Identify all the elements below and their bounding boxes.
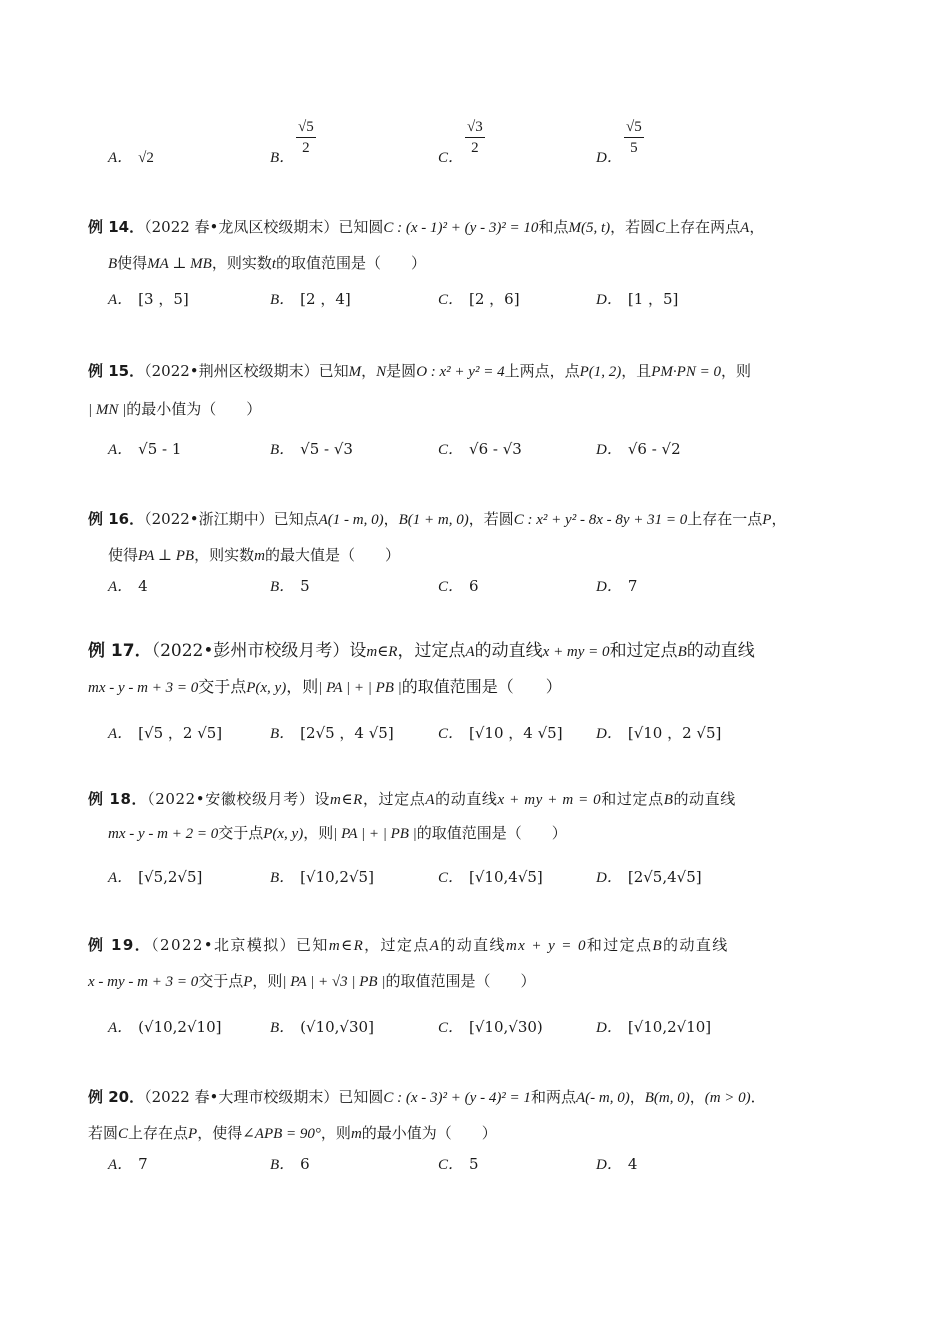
text: 上两点，点 (504, 362, 580, 380)
source: （2022 春•龙凤区校级期末）已知圆 (144, 218, 384, 236)
option-value: [√10 ，4 √5] (469, 724, 563, 742)
option-d[interactable] (596, 866, 702, 889)
option-label: B． (270, 1157, 295, 1173)
math: m (350, 1126, 362, 1142)
option-value: √6 - √3 (469, 440, 522, 458)
example-number: 例 18． (88, 790, 148, 808)
fraction-denominator: 5 (630, 140, 638, 156)
text: ，若圆 (610, 218, 656, 236)
option-value: 6 (300, 1155, 310, 1173)
option-a[interactable] (108, 288, 189, 311)
option-label: A． (108, 150, 133, 166)
q17-line1 (88, 640, 755, 663)
option-d[interactable] (596, 722, 721, 745)
option-value: [2 ，4] (300, 290, 351, 308)
text: 上存在两点 (665, 218, 741, 236)
math: A (429, 938, 441, 954)
fraction-numerator: √5 (624, 117, 644, 138)
q20-line2 (88, 1122, 497, 1145)
text: ，则 (320, 1124, 351, 1142)
text: 交于点 (218, 824, 264, 842)
text: ，若圆 (468, 510, 514, 528)
example-number: 例 14． (88, 218, 145, 236)
math: C (118, 1126, 129, 1142)
math: A(1 - m, 0) (318, 512, 384, 528)
q15-options (108, 438, 868, 460)
option-a[interactable] (108, 575, 148, 598)
text: ，且 (621, 362, 652, 380)
option-value: 4 (138, 577, 148, 595)
math: B (663, 792, 674, 808)
math: | MN | (88, 402, 127, 418)
option-label: C． (438, 1020, 464, 1036)
q13-options (108, 146, 868, 168)
q15-line1 (88, 360, 751, 383)
math: | PA | + | PB | (333, 826, 417, 842)
fraction-denominator: 2 (302, 140, 310, 156)
math: | PA | + √3 | PB | (282, 974, 386, 990)
math: PM·PN = 0 (651, 364, 721, 380)
option-label: C． (438, 292, 464, 308)
text: ，过定点 (397, 641, 466, 661)
q18-options (108, 866, 868, 888)
math: PA ⊥ PB (138, 548, 195, 564)
math: B(1 + m, 0) (398, 512, 469, 528)
text: 上存在一点 (687, 510, 763, 528)
q20-options (108, 1153, 868, 1175)
q18-line1 (88, 788, 736, 811)
q15-line2 (88, 398, 261, 421)
option-label: C． (438, 1157, 464, 1173)
text: ，使得 (197, 1124, 243, 1142)
math: P(1, 2) (579, 364, 622, 380)
option-label: B． (270, 726, 295, 742)
math: mx + y = 0 (505, 938, 587, 954)
q16-line1 (88, 508, 786, 531)
option-value: [√5,2√5] (138, 868, 203, 886)
option-b[interactable] (270, 1153, 310, 1176)
option-value: √5 - 1 (138, 440, 182, 458)
option-label: B． (270, 442, 295, 458)
math: P (243, 974, 253, 990)
math: A (425, 792, 436, 808)
q14-line2 (108, 252, 426, 275)
math: M (348, 364, 362, 380)
q18-line2 (108, 822, 567, 845)
option-label: D． (596, 870, 622, 886)
option-d[interactable] (596, 1153, 637, 1176)
math: t (271, 256, 277, 272)
source: （2022•安徽校级月考）设 (147, 790, 331, 808)
option-a[interactable] (108, 1153, 148, 1176)
source: （2022•浙江期中）已知点 (144, 510, 319, 528)
option-label: B． (270, 292, 295, 308)
text: 交于点 (198, 972, 244, 990)
example-number: 例 20． (88, 1088, 145, 1106)
math: P (762, 512, 772, 528)
option-value: 6 (469, 577, 479, 595)
example-number: 例 16． (88, 510, 145, 528)
fraction-numerator: √5 (296, 117, 316, 138)
text: 和过定点 (609, 641, 678, 661)
option-a[interactable] (108, 722, 222, 745)
option-value: [2√5,4√5] (627, 868, 702, 886)
fraction-c (465, 117, 485, 158)
q14-options (108, 288, 868, 310)
option-c[interactable] (438, 722, 563, 745)
text: ，则实数 (194, 546, 255, 564)
math: x + my + m = 0 (497, 792, 602, 808)
option-value: [1 ，5] (627, 290, 679, 308)
math: mx - y - m + 3 = 0 (88, 680, 199, 696)
text: 和两点 (530, 1088, 576, 1106)
option-c[interactable] (438, 288, 520, 311)
option-d[interactable] (596, 1016, 711, 1039)
option-label: D． (596, 1020, 622, 1036)
math: mx - y - m + 2 = 0 (108, 826, 219, 842)
math: B(m, 0) (644, 1090, 690, 1106)
option-value: 7 (138, 1155, 148, 1173)
option-value: √5 - √3 (300, 440, 353, 458)
text: 若圆 (88, 1124, 119, 1142)
text: 的取值范围是（ ） (401, 677, 562, 696)
option-value: [2√5 ，4 √5] (300, 724, 394, 742)
math: | PA | + | PB | (318, 680, 402, 696)
math: C : (x - 1)² + (y - 3)² = 10 (383, 220, 539, 236)
text: 的取值范围是（ ） (385, 972, 536, 990)
source: （2022•彭州市校级月考）设 (151, 641, 367, 661)
math: P (188, 1126, 198, 1142)
option-label: C． (438, 579, 464, 595)
option-a[interactable] (108, 1016, 221, 1039)
math: m∈R (328, 938, 365, 954)
option-value: [√10,4√5] (469, 868, 543, 886)
source: （2022•北京模拟）已知 (151, 936, 329, 954)
option-label: D． (596, 292, 622, 308)
option-b[interactable] (270, 1016, 374, 1039)
option-c[interactable] (438, 866, 543, 889)
option-label: A． (108, 292, 133, 308)
text: 的最大值是（ ） (264, 546, 400, 564)
math: x - my - m + 3 = 0 (88, 974, 199, 990)
text: 的动直线 (686, 641, 755, 661)
math: ∠APB = 90° (242, 1126, 321, 1142)
math: MA ⊥ MB (147, 256, 212, 272)
option-value: [√10,√30) (469, 1018, 543, 1036)
text: 的动直线 (673, 790, 736, 808)
source: （2022•荆州区校级期末）已知 (144, 362, 349, 380)
text: ，则 (720, 362, 751, 380)
option-label: C． (438, 870, 464, 886)
option-value: [3 ，5] (138, 290, 189, 308)
option-label: A． (108, 1157, 133, 1173)
option-b[interactable] (270, 438, 353, 461)
example-number: 例 15． (88, 362, 145, 380)
option-d[interactable] (596, 575, 637, 598)
option-label: C． (438, 442, 464, 458)
option-value: 5 (469, 1155, 479, 1173)
option-d[interactable] (596, 438, 681, 461)
option-b[interactable] (270, 575, 310, 598)
q19-options (108, 1016, 868, 1038)
math: M(5, t) (568, 220, 611, 236)
q16-line2 (108, 544, 400, 567)
math: A (740, 220, 750, 236)
option-value: 7 (627, 577, 638, 595)
option-label: B． (270, 579, 295, 595)
math: A (465, 644, 475, 660)
option-a[interactable] (108, 866, 202, 889)
text: 和过定点 (586, 936, 653, 954)
q16-options (108, 575, 868, 597)
option-c[interactable] (438, 1153, 479, 1176)
fraction-b (296, 117, 316, 158)
fraction-numerator: √3 (465, 117, 485, 138)
text: 和点 (538, 218, 569, 236)
text: 的取值范围是（ ） (416, 824, 567, 842)
example-number: 例 17． (88, 641, 152, 661)
option-c[interactable] (438, 1016, 543, 1039)
option-label: A． (108, 442, 133, 458)
text: ， (749, 218, 765, 236)
option-label: A． (108, 579, 133, 595)
option-label: B． (270, 870, 295, 886)
option-value: [2 ，6] (469, 290, 520, 308)
fraction-denominator: 2 (471, 140, 479, 156)
option-label: B． (270, 1020, 295, 1036)
text: ，过定点 (364, 936, 430, 954)
text: 的动直线 (474, 641, 543, 661)
fraction-d (624, 117, 644, 158)
text: 的取值范围是（ ） (276, 254, 427, 272)
text: 是圆 (386, 362, 417, 380)
text: ， (771, 510, 787, 528)
text: ，则 (286, 677, 319, 696)
option-value: 5 (300, 577, 310, 595)
option-value: (√10,√30] (300, 1018, 374, 1036)
text: 的最小值为（ ） (126, 400, 262, 418)
math: B (677, 644, 687, 660)
math: (m > 0) (704, 1090, 751, 1106)
q19-line2 (88, 970, 535, 993)
math: m∈R (330, 792, 363, 808)
option-b[interactable] (270, 288, 351, 311)
source: （2022 春•大理市校级期末）已知圆 (144, 1088, 384, 1106)
option-label: A． (108, 726, 133, 742)
text: ， (689, 1088, 705, 1106)
option-label: A． (108, 1020, 133, 1036)
text: ，则 (252, 972, 283, 990)
option-value: √2 (138, 150, 154, 166)
text: 使得 (108, 546, 139, 564)
text: 交于点 (198, 677, 247, 696)
text: 的最小值为（ ） (361, 1124, 497, 1142)
q17-options (108, 722, 868, 744)
math: x + my = 0 (542, 644, 610, 660)
option-b[interactable] (270, 722, 394, 745)
option-value: (√10,2√10] (138, 1018, 222, 1036)
option-label: D． (596, 1157, 622, 1173)
q19-line1 (88, 934, 729, 957)
text: ， (629, 1088, 645, 1106)
math: N (376, 364, 387, 380)
option-label: A． (108, 870, 133, 886)
text: 的动直线 (435, 790, 498, 808)
option-d[interactable] (596, 288, 678, 311)
math: C : (x - 3)² + (y - 4)² = 1 (383, 1090, 531, 1106)
text: ， (383, 510, 399, 528)
option-value: [√10 ，2 √5] (627, 724, 722, 742)
q13-option-a (108, 146, 154, 169)
math: O : x² + y² = 4 (416, 364, 505, 380)
text: 使得 (117, 254, 148, 272)
option-label: D． (596, 579, 622, 595)
option-label: D． (596, 442, 622, 458)
option-label: D． (596, 726, 622, 742)
math: B (652, 938, 664, 954)
text: ，过定点 (362, 790, 426, 808)
q20-line1 (88, 1086, 766, 1109)
q17-line2 (88, 676, 562, 699)
text: 上存在点 (128, 1124, 189, 1142)
option-value: [√10,2√5] (300, 868, 374, 886)
math: m∈R (366, 644, 398, 660)
option-c[interactable] (438, 438, 522, 461)
option-label: C． (438, 150, 464, 166)
text: ． (750, 1088, 766, 1106)
option-label: D． (596, 150, 622, 166)
option-value: [√10,2√10] (627, 1018, 712, 1036)
math: B (108, 256, 118, 272)
math: A(- m, 0) (575, 1090, 630, 1106)
text: 和过定点 (601, 790, 664, 808)
math: C (655, 220, 666, 236)
option-value: 4 (627, 1155, 638, 1173)
option-c[interactable] (438, 575, 479, 598)
text: ， (361, 362, 377, 380)
text: ，则实数 (211, 254, 272, 272)
math: P(x, y) (263, 826, 304, 842)
option-value: √6 - √2 (627, 440, 681, 458)
option-value: [√5 ，2 √5] (138, 724, 223, 742)
text: 的动直线 (440, 936, 506, 954)
option-label: B． (270, 150, 295, 166)
example-number: 例 19． (88, 936, 152, 954)
text: ，则 (303, 824, 334, 842)
q14-line1 (88, 216, 764, 239)
math: P(x, y) (246, 680, 287, 696)
option-label: C． (438, 726, 464, 742)
option-a[interactable] (108, 438, 181, 461)
math: C : x² + y² - 8x - 8y + 31 = 0 (513, 512, 688, 528)
text: 的动直线 (663, 936, 729, 954)
option-b[interactable] (270, 866, 374, 889)
math: m (254, 548, 265, 564)
